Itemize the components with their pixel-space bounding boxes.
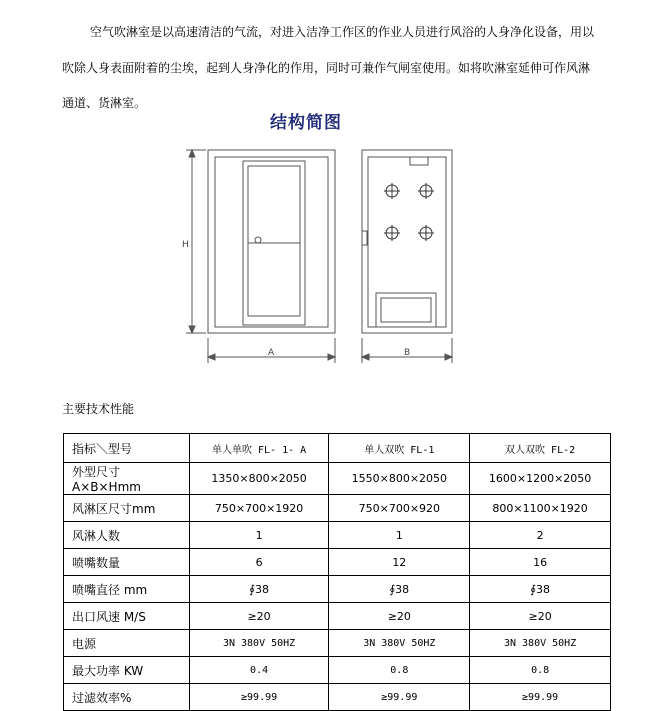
- table-cell: ∮38: [470, 576, 611, 603]
- header-cell: 单人单吹 FL- 1- A: [189, 434, 329, 463]
- row-label: 喷嘴直径 mm: [64, 576, 190, 603]
- row-label: 外型尺寸 A×B×Hmm: [64, 463, 190, 495]
- intro-line-3: 通道、货淋室。: [62, 96, 147, 110]
- table-cell: 750×700×920: [329, 495, 470, 522]
- table-cell: ≥20: [470, 603, 611, 630]
- structure-diagram: [180, 135, 470, 365]
- header-cell: 双人双吹 FL-2: [470, 434, 611, 463]
- spec-table: [63, 433, 611, 711]
- nozzle-icon: [384, 225, 400, 241]
- header-cell: 指标＼型号: [64, 434, 190, 463]
- table-row: [64, 463, 611, 495]
- row-label: 过滤效率%: [64, 684, 190, 711]
- table-cell: 6: [189, 549, 329, 576]
- table-cell: 0.8: [329, 657, 470, 684]
- row-label: 喷嘴数量: [64, 549, 190, 576]
- intro-line-2: 吹除人身表面附着的尘埃，起到人身净化的作用，同时可兼作气闸室使用。如将吹淋室延伸可作风淋: [62, 61, 591, 75]
- dim-h-label: H: [182, 240, 189, 250]
- table-row: [64, 603, 611, 630]
- table-cell: 12: [329, 549, 470, 576]
- table-row: [64, 576, 611, 603]
- nozzle-icons: [384, 183, 434, 241]
- table-cell: 3N 380V 50HZ: [189, 630, 329, 657]
- intro-line-1: 空气吹淋室是以高速清洁的气流，对进入洁净工作区的作业人员进行风浴的人身净化设备，用以: [90, 25, 595, 39]
- table-cell: 16: [470, 549, 611, 576]
- table-cell: 3N 380V 50HZ: [470, 630, 611, 657]
- table-row: [64, 630, 611, 657]
- table-cell: ≥20: [329, 603, 470, 630]
- nozzle-icon: [418, 225, 434, 241]
- spec-heading: 主要技术性能: [62, 402, 135, 416]
- table-cell: 0.8: [470, 657, 611, 684]
- table-cell: ≥99.99: [470, 684, 611, 711]
- table-cell: 3N 380V 50HZ: [329, 630, 470, 657]
- table-cell: ≥99.99: [329, 684, 470, 711]
- table-row: [64, 684, 611, 711]
- dim-b-label: B: [404, 348, 411, 358]
- table-cell: 1600×1200×2050: [470, 463, 611, 495]
- table-cell: ∮38: [329, 576, 470, 603]
- table-cell: 0.4: [189, 657, 329, 684]
- row-label: 风淋人数: [64, 522, 190, 549]
- table-cell: 1: [189, 522, 329, 549]
- table-cell: 800×1100×1920: [470, 495, 611, 522]
- diagram-title: 结构简图: [270, 113, 342, 133]
- row-label: 电源: [64, 630, 190, 657]
- side-view: [362, 150, 452, 333]
- table-cell: ≥99.99: [189, 684, 329, 711]
- door-handle-icon: [255, 237, 261, 243]
- table-row: [64, 549, 611, 576]
- table-cell: ∮38: [189, 576, 329, 603]
- table-row: [64, 495, 611, 522]
- nozzle-icon: [384, 183, 400, 199]
- table-header-row: [64, 434, 611, 463]
- dimension-h: [186, 150, 206, 333]
- table-cell: 1550×800×2050: [329, 463, 470, 495]
- dim-a-label: A: [268, 348, 275, 358]
- front-view: [208, 150, 335, 333]
- table-cell: 1350×800×2050: [189, 463, 329, 495]
- row-label: 出口风速 M/S: [64, 603, 190, 630]
- table-row: [64, 522, 611, 549]
- header-cell: 单人双吹 FL-1: [329, 434, 470, 463]
- row-label: 风淋区尺寸mm: [64, 495, 190, 522]
- table-cell: ≥20: [189, 603, 329, 630]
- nozzle-icon: [418, 183, 434, 199]
- table-row: [64, 657, 611, 684]
- table-cell: 750×700×1920: [189, 495, 329, 522]
- row-label: 最大功率 KW: [64, 657, 190, 684]
- table-cell: 2: [470, 522, 611, 549]
- table-cell: 1: [329, 522, 470, 549]
